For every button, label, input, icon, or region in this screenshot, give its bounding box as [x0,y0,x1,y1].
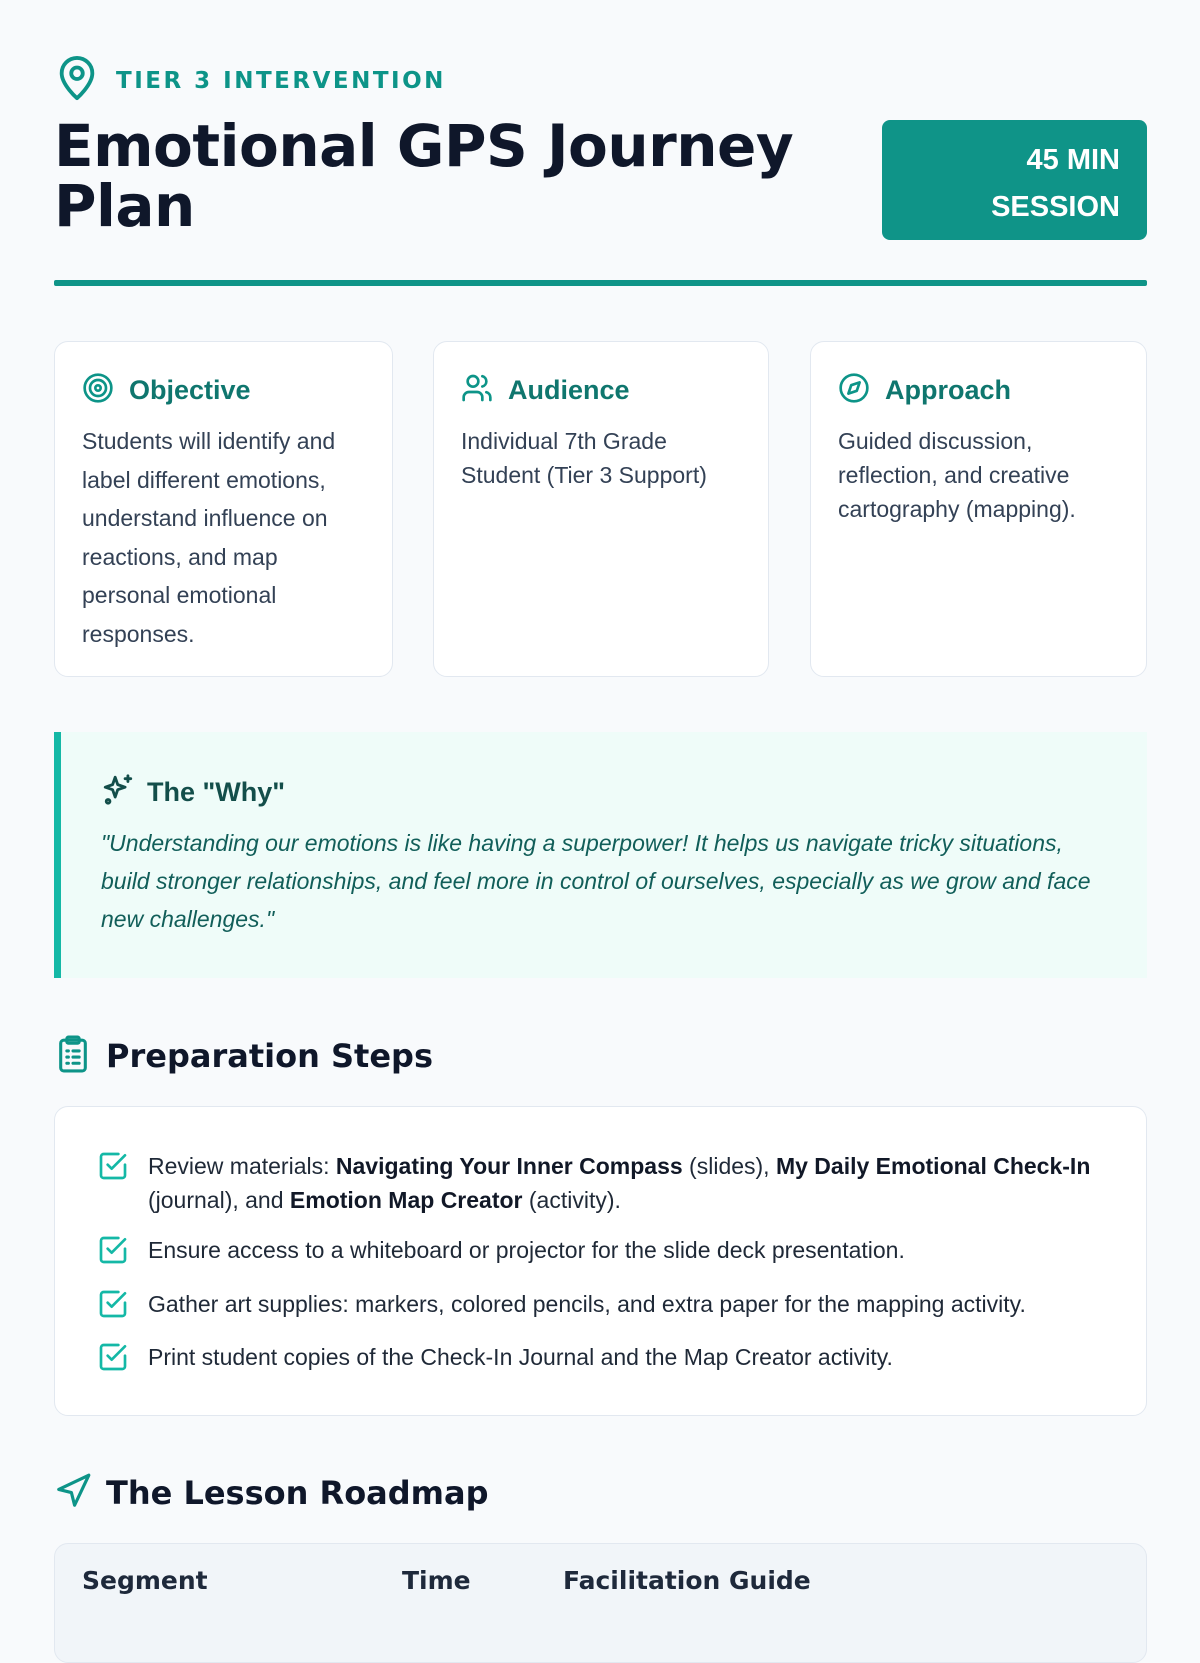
step-text-part: Review materials: [148,1153,336,1179]
audience-text: Individual 7th Grade Student (Tier 3 Support) [461,428,707,488]
roadmap-heading [54,1470,489,1516]
list-item [97,1149,1116,1217]
session-badge [882,120,1147,240]
badge-label: SESSION [991,191,1120,223]
roadmap-table [54,1543,1147,1663]
check-square-icon [97,1233,129,1271]
users-icon [461,372,493,409]
preparation-title: Preparation Steps [106,1037,433,1075]
column-header-segment: Segment [82,1566,208,1595]
objective-text: Students will identify and label different emotions, understand influence on reactions, and map personal emotional responses. [82,428,336,647]
target-icon [82,372,114,409]
eyebrow [54,54,446,108]
compass-icon [838,372,870,409]
audience-title: Audience [508,374,630,405]
objective-card [54,341,393,677]
why-quote: "Understanding our emotions is like having a superpower! It helps us navigate tricky situations, build stronger relationships, and feel more in control of ourselves, especially as we grow and face new challenges." [101,830,1091,932]
header-divider [54,280,1147,286]
preparation-list [54,1106,1147,1416]
badge-duration: 45 MIN [1026,144,1120,176]
step-text [148,1149,1116,1217]
check-square-icon [97,1340,129,1378]
objective-title: Objective [129,374,251,405]
material-slides: Navigating Your Inner Compass [335,1153,683,1179]
step-text-part: (slides), [682,1153,776,1179]
approach-card [810,341,1147,677]
step-text-part: (activity). [522,1187,621,1213]
list-item [97,1340,1116,1378]
page-title: Emotional GPS Journey Plan [54,112,794,240]
why-title: The "Why" [147,776,286,807]
step-text: Ensure access to a whiteboard or projector for the slide deck presentation. [148,1237,905,1263]
column-header-time: Time [402,1566,471,1595]
material-activity: Emotion Map Creator [289,1187,523,1213]
eyebrow-text: TIER 3 INTERVENTION [116,68,446,94]
check-square-icon [97,1149,129,1217]
step-text-part: (journal), and [148,1187,290,1213]
check-square-icon [97,1287,129,1325]
why-callout [54,732,1147,978]
navigation-icon [54,1471,92,1516]
approach-title: Approach [885,374,1012,405]
preparation-heading [54,1033,433,1079]
sparkles-icon [101,773,135,812]
step-text: Gather art supplies: markers, colored pencils, and extra paper for the mapping activity. [148,1291,1026,1317]
map-pin-icon [54,53,100,110]
audience-card [433,341,769,677]
roadmap-title: The Lesson Roadmap [106,1474,489,1512]
material-journal: My Daily Emotional Check-In [775,1153,1091,1179]
approach-text: Guided discussion, reflection, and creative cartography (mapping). [838,428,1076,522]
list-item [97,1233,1116,1271]
step-text: Print student copies of the Check-In Journal and the Map Creator activity. [148,1344,893,1370]
list-item [97,1287,1116,1325]
column-header-facilitation-guide: Facilitation Guide [563,1566,811,1595]
clipboard-icon [54,1034,92,1079]
